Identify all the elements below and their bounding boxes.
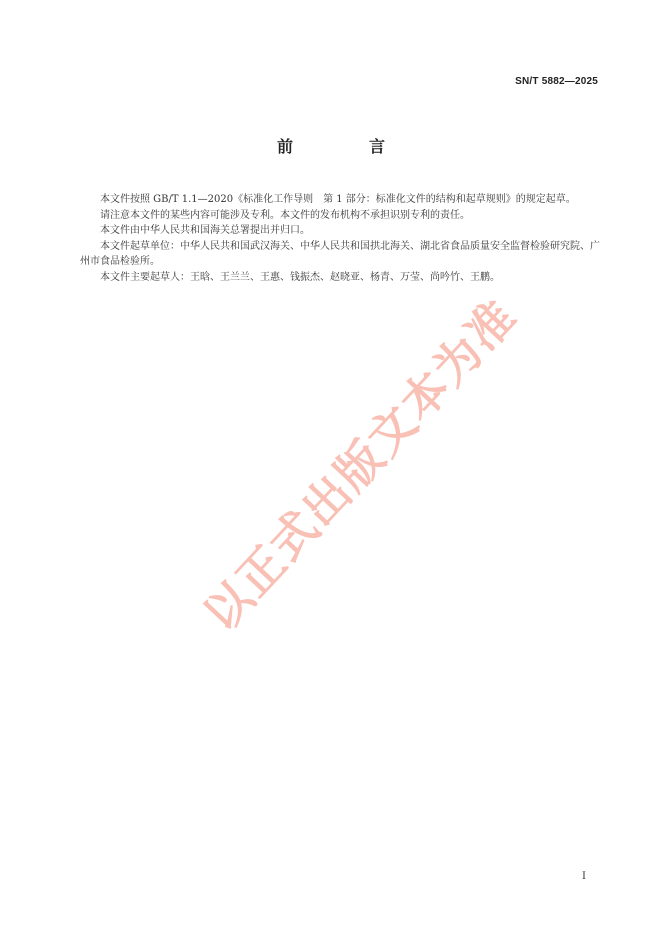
paragraph-drafters: 本文件主要起草人：王晗、王兰兰、王惠、钱振杰、赵晓亚、杨青、万莹、尚吟竹、王鹏。 <box>100 271 500 283</box>
page-number: Ⅰ <box>582 871 586 882</box>
paragraph-proposer: 本文件由中华人民共和国海关总署提出并归口。 <box>100 225 310 236</box>
watermark: 以正式出版文本为准 <box>193 288 528 642</box>
paragraph-patent-notice: 请注意本文件的某些内容可能涉及专利。本文件的发布机构不承担识别专利的责任。 <box>100 209 470 221</box>
paragraph-drafting-units: 本文件起草单位：中华人民共和国武汉海关、中华人民共和国拱北海关、湖北省食品质量安全监督检验研究院、广州市食品检验所。 <box>80 240 600 267</box>
standard-code: SN/T 5882—2025 <box>515 76 598 87</box>
paragraph-drafting-rules: 本文件按照 GB/T 1.1—2020《标准化工作导则 第 1 部分：标准化文件的结构和起草规则》的规定起草。 <box>100 194 576 205</box>
foreword-body <box>80 192 600 285</box>
page-title: 前 言 <box>276 137 415 156</box>
